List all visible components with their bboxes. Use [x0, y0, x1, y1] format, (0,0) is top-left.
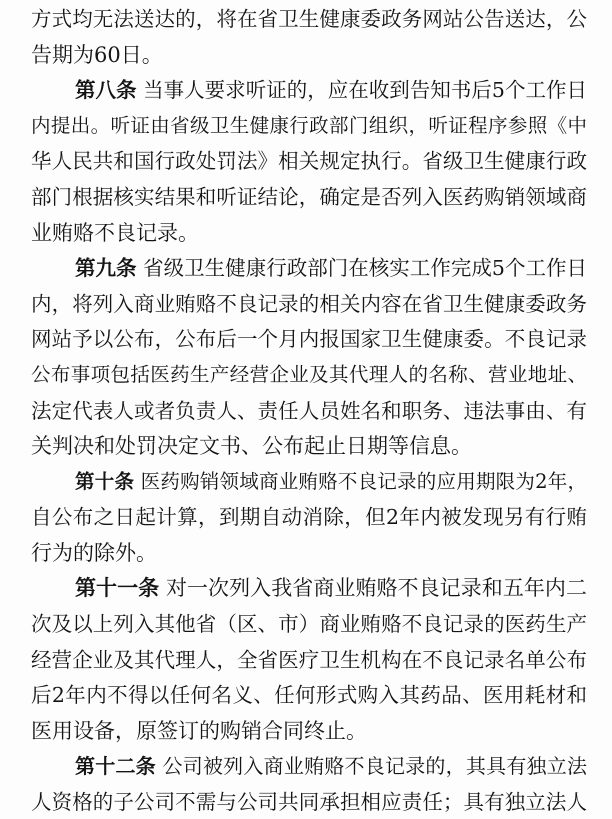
text-line: 网站予以公布，公布后一个月内报国家卫生健康委。不良记录 — [31, 327, 587, 352]
article-label: 第十条 — [75, 469, 135, 493]
text-line: 医用设备，原签订的购销合同终止。 — [31, 718, 367, 743]
article-label: 第九条 — [75, 256, 137, 281]
text-line: 部门根据核实结果和听证结论，确定是否列入医药购销领域商 — [31, 184, 587, 209]
text-line: 业贿赂不良记录。 — [31, 220, 199, 245]
text-line: 告期为60日。 — [31, 42, 163, 67]
text-line: 方式均无法送达的，将在省卫生健康委政务网站公告送达，公 — [31, 7, 587, 31]
text-line: 人资格的子公司不需与公司共同承担相应责任；具有独立法人 — [31, 790, 587, 814]
article-label: 第十一条 — [75, 576, 160, 601]
article-label: 第八条 — [75, 78, 137, 103]
text-line: 经营企业及其代理人，全省医疗卫生机构在不良记录名单公布 — [31, 647, 587, 672]
text-line: 行为的除外。 — [31, 540, 157, 565]
article-heading-line: 第十条 医药购销领域商业贿赂不良记录的应用期限为2年， — [75, 469, 587, 493]
article-heading-line: 第九条 省级卫生健康行政部门在核实工作完成5个工作日 — [75, 256, 588, 281]
text-line: 后2年内不得以任何名义、任何形式购入其药品、医用耗材和 — [31, 683, 587, 708]
article-heading-line: 第八条 当事人要求听证的，应在收到告知书后5个工作日 — [75, 78, 588, 103]
text-line: 华人民共和国行政处罚法》相关规定执行。省级卫生健康行政 — [31, 149, 587, 174]
text-line: 自公布之日起计算，到期自动消除，但2年内被发现另有行贿 — [31, 505, 587, 530]
article-heading-line: 第十二条 公司被列入商业贿赂不良记录的，其具有独立法 — [75, 754, 588, 779]
text-line: 公布事项包括医药生产经营企业及其代理人的名称、营业地址、 — [31, 362, 587, 386]
article-label: 第十二条 — [75, 754, 156, 779]
text-line: 内，将列入商业贿赂不良记录的相关内容在省卫生健康委政务 — [31, 291, 587, 316]
text-line: 法定代表人或者负责人、责任人员姓名和职务、违法事由、有 — [31, 398, 587, 423]
text-line: 关判决和处罚决定文书、公布起止日期等信息。 — [31, 434, 472, 459]
article-heading-line: 第十一条 对一次列入我省商业贿赂不良记录和五年内二 — [75, 576, 587, 601]
text-line: 内提出。听证由省级卫生健康行政部门组织，听证程序参照《中 — [31, 113, 587, 137]
text-line: 次及以上列入其他省（区、市）商业贿赂不良记录的医药生产 — [31, 612, 587, 637]
